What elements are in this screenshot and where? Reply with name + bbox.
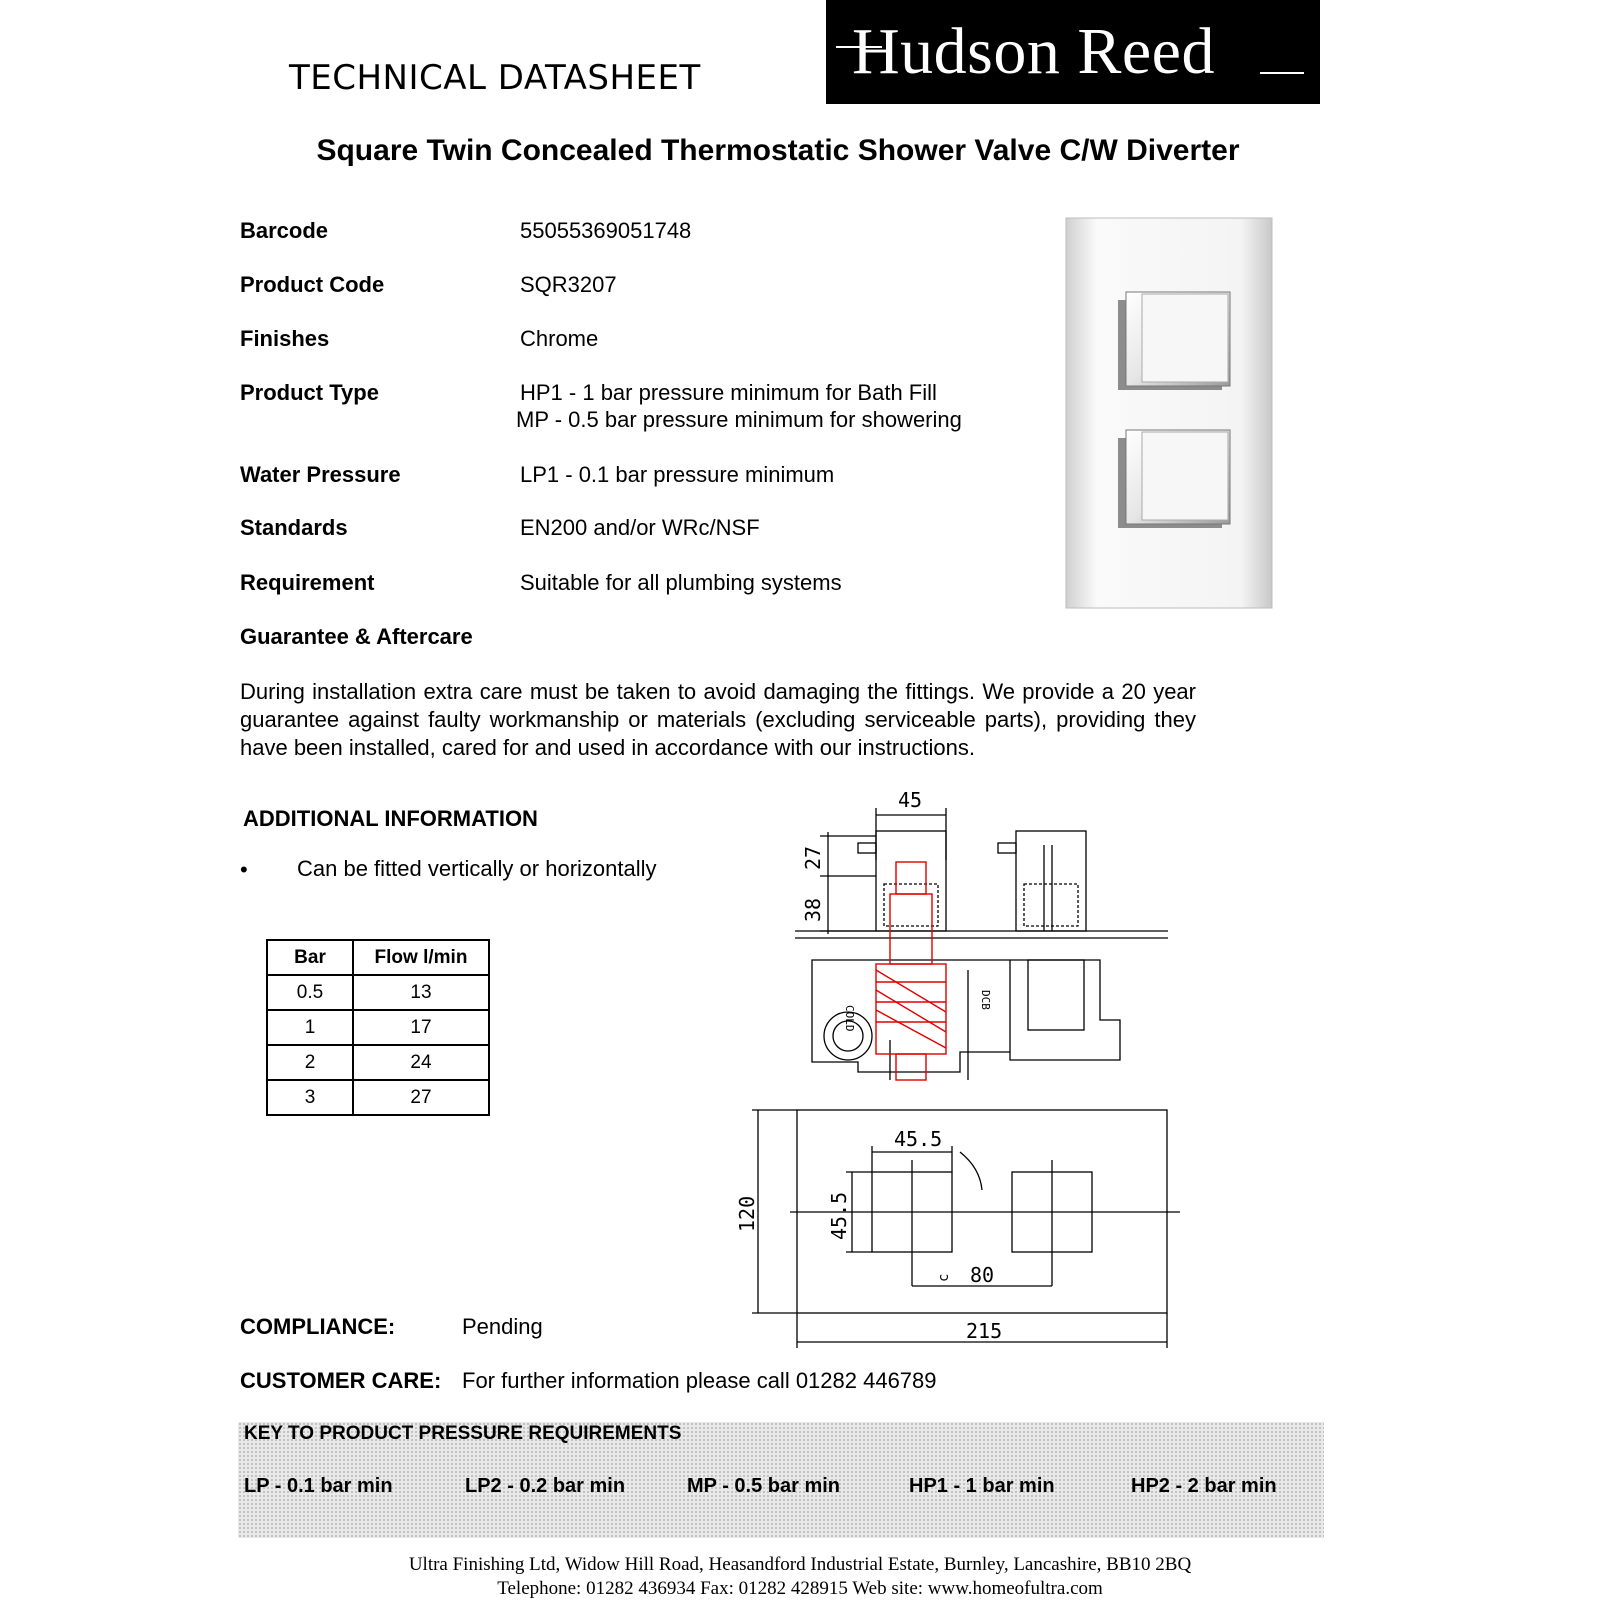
spec-value-requirement: Suitable for all plumbing systems xyxy=(520,570,842,595)
dim-label-45-5-w: 45.5 xyxy=(894,1127,943,1151)
flow-table xyxy=(266,939,490,1116)
spec-value-product-type-2: MP - 0.5 bar pressure minimum for showering xyxy=(516,407,962,432)
spec-value-product-code: SQR3207 xyxy=(520,272,617,297)
spec-value-product-type: HP1 - 1 bar pressure minimum for Bath Fill xyxy=(520,380,937,405)
label-cold: COLD xyxy=(843,1005,856,1032)
flow-table-header-flow: Flow l/min xyxy=(353,940,489,975)
flow-table-header-row xyxy=(267,940,489,975)
pressure-key-heading: KEY TO PRODUCT PRESSURE REQUIREMENTS xyxy=(244,1423,682,1444)
dim-label-215: 215 xyxy=(966,1319,1003,1343)
table-row xyxy=(267,975,489,1010)
pressure-key-item-hp2: HP2 - 2 bar min xyxy=(1131,1475,1277,1497)
spec-label-standards: Standards xyxy=(240,515,348,540)
drawing-labels xyxy=(735,788,1002,1343)
compliance-label: COMPLIANCE: xyxy=(240,1314,396,1339)
front-view xyxy=(752,1110,1180,1348)
spec-value-finishes: Chrome xyxy=(520,326,599,351)
dim-label-38: 38 xyxy=(801,897,825,922)
pressure-key-item-lp: LP - 0.1 bar min xyxy=(244,1475,393,1497)
table-cell: 3 xyxy=(267,1080,353,1115)
dim-label-80: 80 xyxy=(970,1263,995,1287)
pressure-key-item-hp1: HP1 - 1 bar min xyxy=(909,1475,1055,1497)
table-cell: 0.5 xyxy=(267,975,353,1010)
guarantee-heading: Guarantee & Aftercare xyxy=(240,624,473,649)
footer-contact: Telephone: 01282 436934 Fax: 01282 428915 Web site: www.homeofultra.com xyxy=(497,1578,1103,1599)
compliance-value: Pending xyxy=(462,1314,543,1339)
product-title: Square Twin Concealed Thermostatic Shower Valve C/W Diverter xyxy=(316,134,1240,167)
side-view xyxy=(795,808,1168,1080)
label-dcb: DCB xyxy=(979,990,992,1010)
spec-value-barcode: 55055369051748 xyxy=(520,218,692,243)
spec-label-requirement: Requirement xyxy=(240,570,375,595)
brand-logo xyxy=(826,0,1320,104)
table-cell: 27 xyxy=(353,1080,489,1115)
dim-label-120: 120 xyxy=(735,1195,759,1232)
bullet-dot: • xyxy=(240,857,248,882)
additional-info-heading: ADDITIONAL INFORMATION xyxy=(243,806,538,831)
spec-label-water-pressure: Water Pressure xyxy=(240,462,401,487)
table-cell: 24 xyxy=(353,1045,489,1080)
table-cell: 13 xyxy=(353,975,489,1010)
spec-label-barcode: Barcode xyxy=(240,218,329,243)
spec-label-finishes: Finishes xyxy=(240,326,330,351)
footer-address: Ultra Finishing Ltd, Widow Hill Road, Heasandford Industrial Estate, Burnley, Lancashire, BB10 2BQ xyxy=(408,1554,1192,1575)
dim-label-27: 27 xyxy=(801,845,825,870)
dim-label-c: c xyxy=(936,1273,952,1282)
dim-label-45-5-h: 45.5 xyxy=(827,1191,851,1240)
brand-name: Hudson Reed xyxy=(852,15,1215,88)
spec-value-standards: EN200 and/or WRc/NSF xyxy=(520,515,760,540)
logo-line-right xyxy=(1260,72,1304,74)
table-cell: 17 xyxy=(353,1010,489,1045)
pressure-key-item-mp: MP - 0.5 bar min xyxy=(687,1475,841,1497)
guarantee-text: During installation extra care must be taken to avoid damaging the fittings. We provide a 20 year guarantee against faulty workmanship or materials (excluding serviceable parts), providing they have been installed, cared for and used in accordance with our instructions. xyxy=(240,679,1196,760)
bullet-text: Can be fitted vertically or horizontally xyxy=(297,856,657,881)
spec-value-water-pressure: LP1 - 0.1 bar pressure minimum xyxy=(520,462,835,487)
table-cell: 1 xyxy=(267,1010,353,1045)
table-row xyxy=(267,1010,489,1045)
pressure-key-item-lp2: LP2 - 0.2 bar min xyxy=(465,1475,626,1497)
spec-label-product-type: Product Type xyxy=(240,380,379,405)
product-photo xyxy=(1060,212,1280,612)
spec-label-product-code: Product Code xyxy=(240,272,385,297)
table-cell: 2 xyxy=(267,1045,353,1080)
cartridge-highlight xyxy=(876,862,946,1080)
document-title: TECHNICAL DATASHEET xyxy=(289,58,701,98)
table-row xyxy=(267,1045,489,1080)
customer-care-value: For further information please call 01282 446789 xyxy=(462,1368,937,1393)
flow-table-header-bar: Bar xyxy=(267,940,353,975)
table-row xyxy=(267,1080,489,1115)
customer-care-label: CUSTOMER CARE: xyxy=(240,1368,442,1393)
dim-label-45: 45 xyxy=(898,788,923,812)
